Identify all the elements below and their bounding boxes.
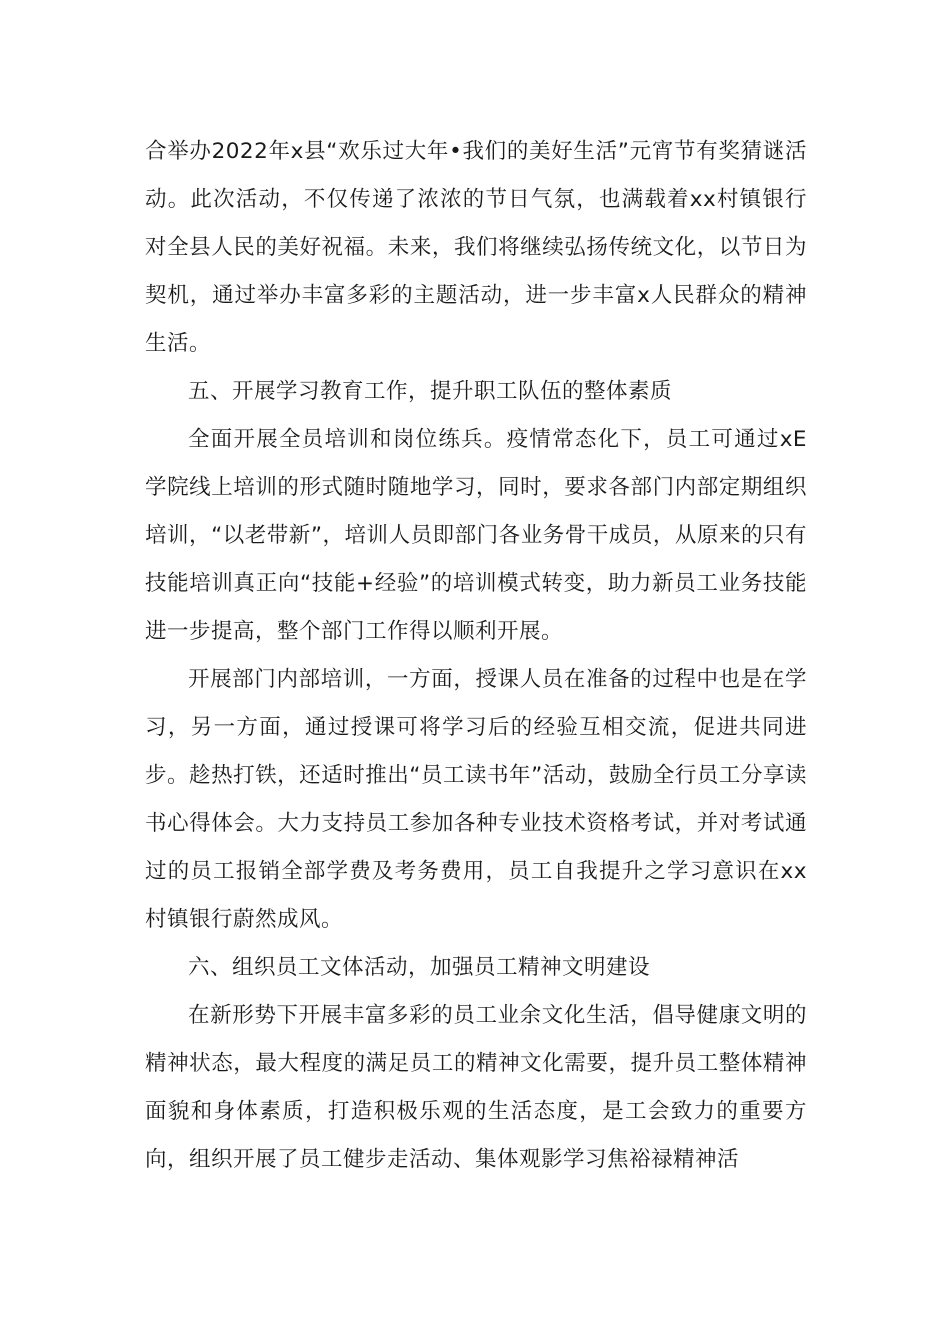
paragraph-internal-training: 开展部门内部培训，一方面，授课人员在准备的过程中也是在学习，另一方面，通过授课可将学习后的经验互相交流，促进共同进步。趁热打铁，还适时推出“员工读书年”活动，鼓励全行员工分享读书心得体会。大力支持员工参加各种专业技术资格考试，并对考试通过的员工报销全部学费及考务费用，员工自我提升之学习意识在xx村镇银行蔚然成风。 xyxy=(145,667,807,932)
section-heading-six: 六、组织员工文体活动，加强员工精神文明建设 xyxy=(188,955,651,980)
document-body xyxy=(145,128,807,1184)
paragraph-continuation: 合举办2022年x县“欢乐过大年•我们的美好生活”元宵节有奖猜谜活动。此次活动，不仅传递了浓浓的节日气氛，也满载着xx村镇银行对全县人民的美好祝福。未来，我们将继续弘扬传统文化，以节日为契机，通过举办丰富多彩的主题活动，进一步丰富x人民群众的精神生活。 xyxy=(145,139,807,356)
paragraph-cultural-activities: 在新形势下开展丰富多彩的员工业余文化生活，倡导健康文明的精神状态，最大程度的满足员工的精神文化需要，提升员工整体精神面貌和身体素质，打造积极乐观的生活态度，是工会致力的重要方向，组织开展了员工健步走活动、集体观影学习焦裕禄精神活 xyxy=(145,1003,807,1172)
paragraph-training: 全面开展全员培训和岗位练兵。疫情常态化下，员工可通过xE学院线上培训的形式随时随地学习，同时，要求各部门内部定期组织培训，“以老带新”，培训人员即部门各业务骨干成员，从原来的只有技能培训真正向“技能+经验”的培训模式转变，助力新员工业务技能进一步提高，整个部门工作得以顺利开展。 xyxy=(145,427,807,644)
section-heading-five: 五、开展学习教育工作，提升职工队伍的整体素质 xyxy=(188,379,673,404)
